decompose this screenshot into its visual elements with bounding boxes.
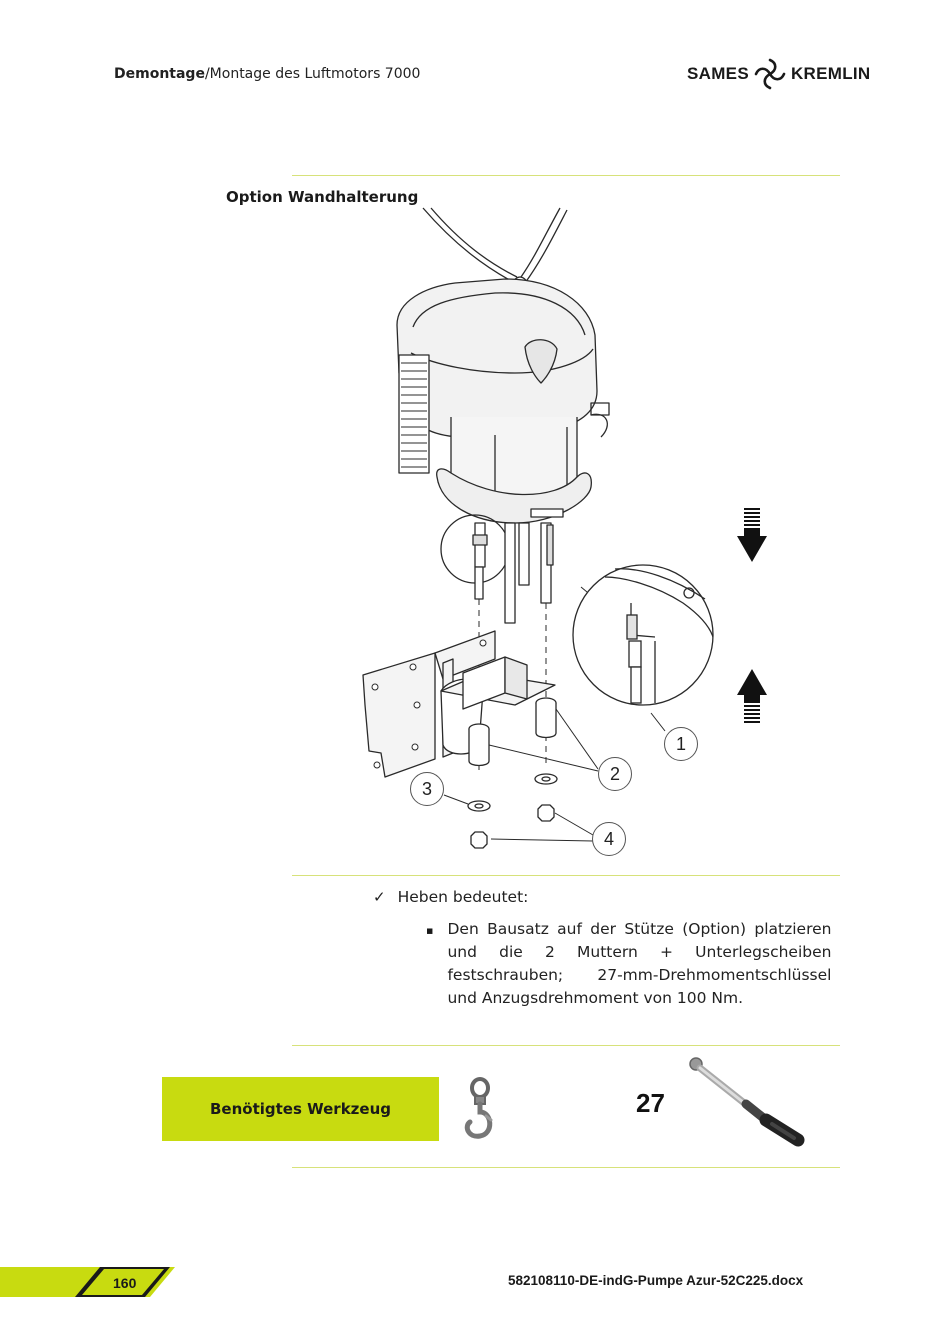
divider-tools-top — [292, 1045, 840, 1046]
instruction-bullet — [426, 918, 840, 1010]
header-title-rest: /Montage des Luftmotors 7000 — [204, 66, 421, 82]
logo-text-left: SAMES — [687, 64, 749, 83]
tie-rods — [473, 523, 553, 623]
callout-2: 2 — [598, 757, 632, 791]
nut-right — [538, 805, 554, 821]
callout-4: 4 — [592, 822, 626, 856]
side-grille — [399, 355, 429, 473]
divider-middle — [292, 875, 840, 876]
callout-1: 1 — [664, 727, 698, 761]
bullet-icon: ▪ — [426, 924, 434, 937]
callout-3: 3 — [410, 772, 444, 806]
section-title: Option Wandhalterung — [226, 188, 419, 206]
detail-circle-large — [573, 565, 713, 705]
header-title-bold: Demontage — [114, 66, 205, 82]
wrench-size-label: 27 — [636, 1088, 665, 1118]
arrow-up-icon — [735, 665, 769, 725]
wall-bracket — [363, 631, 555, 777]
washer-right — [535, 774, 557, 784]
torque-wrench-icon — [686, 1054, 810, 1150]
divider-tools-bottom — [292, 1167, 840, 1168]
lifting-hook-icon — [460, 1076, 500, 1144]
divider-top — [292, 175, 840, 176]
footer-accent-band — [0, 1267, 175, 1297]
washer-left — [468, 801, 490, 811]
arrow-down-icon — [735, 506, 769, 566]
required-tools-label: Benötigtes Werkzeug — [162, 1077, 439, 1141]
instruction-heading — [373, 888, 528, 906]
nut-left — [471, 832, 487, 848]
document-name: 582108110-DE-indG-Pumpe Azur-52C225.docx — [508, 1273, 804, 1288]
page-number: 160 — [113, 1275, 137, 1291]
header-title — [114, 66, 420, 82]
lifting-strap-right-2 — [525, 210, 567, 283]
lifting-strap-right — [521, 208, 560, 277]
check-icon: ✓ — [373, 888, 386, 906]
logo-swirl-icon — [753, 57, 787, 91]
logo-text-right: KREMLIN — [790, 64, 871, 83]
lifting-strap-left-2 — [431, 208, 517, 277]
wall-bracket-illustration — [355, 205, 775, 865]
instruction-bullet-text: Den Bausatz auf der Stütze (Option) platzieren und die 2 Muttern + Unterlegscheiben festschrauben; 27-mm-Drehmomentschlüssel und Anzugsdrehmoment von 100 Nm. — [447, 920, 832, 1007]
sames-kremlin-logo — [687, 56, 892, 92]
instruction-heading-label: Heben bedeutet: — [397, 888, 529, 906]
